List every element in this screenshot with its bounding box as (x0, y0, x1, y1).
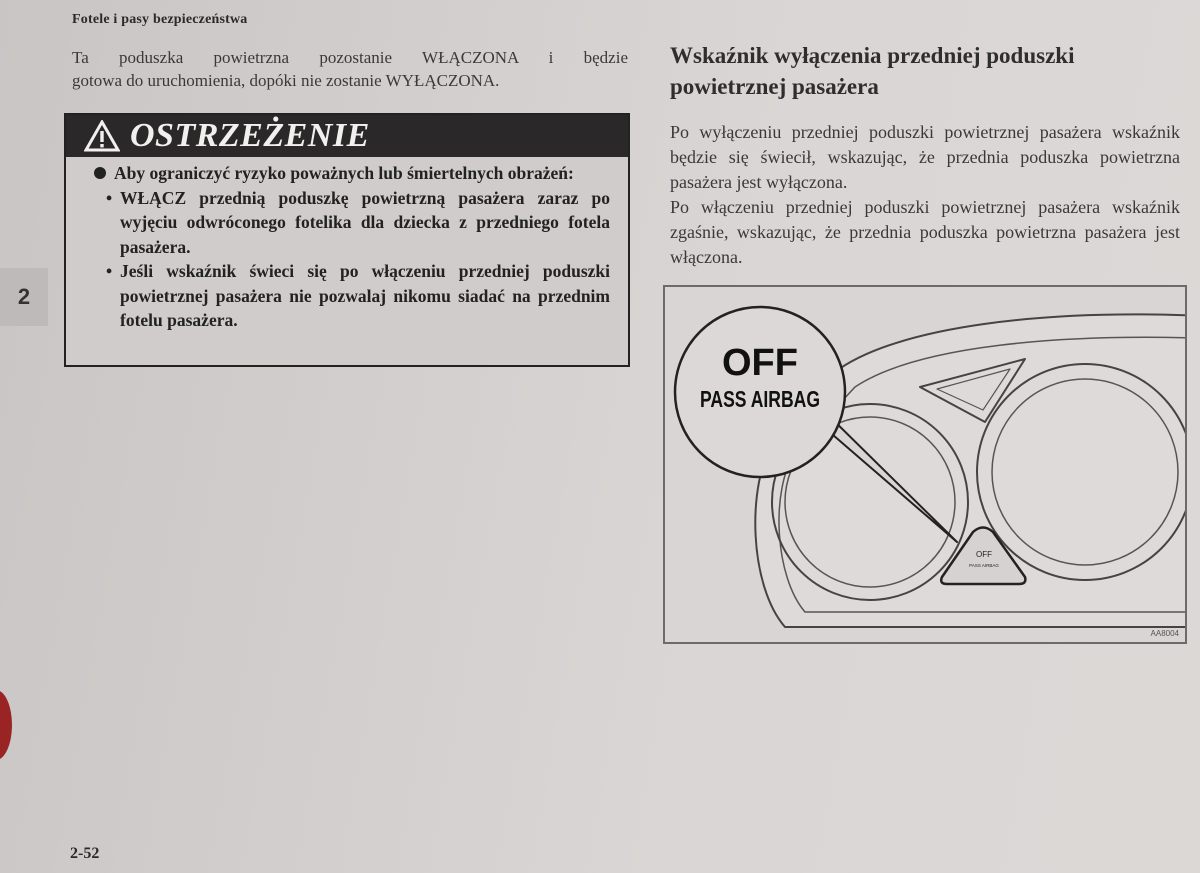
chapter-tab: 2 (0, 268, 48, 326)
warning-body (66, 157, 628, 333)
intro-line-2: gotowa do uruchomienia, dopóki nie zostanie WYŁĄCZONA. (72, 71, 500, 90)
figure-code: AA8004 (1150, 629, 1179, 638)
callout-pass-airbag-text: PASS AIRBAG (700, 386, 820, 412)
intro-paragraph (72, 46, 628, 92)
callout-off-text: OFF (722, 342, 798, 384)
section-title-line-1: Wskaźnik wyłączenia przedniej poduszki (670, 43, 1075, 68)
list-dot-icon: • (106, 187, 113, 208)
section-paragraph-2: Po włączeniu przedniej poduszki powietrznej pasażera wskaźnik zgaśnie, wskazując, że przednia poduszka powietrzna pasażera jest włączona. (670, 197, 1180, 267)
warning-item-text: Jeśli wskaźnik świeci się po włączeniu przedniej poduszki powietrznej pasażera nie pozwalaj nikomu siadać na przednim fotelu pasażera. (120, 261, 610, 330)
instrument-cluster-illustration (665, 287, 1185, 642)
warning-title-bar (66, 115, 628, 157)
warning-intro (94, 161, 610, 186)
red-object-edge (0, 690, 12, 760)
warning-item-text: WŁĄCZ przednią poduszkę powietrzną pasażera zaraz po wyjęciu odwróconego fotelika dla dziecka z przedniego fotela pasażera. (120, 187, 610, 257)
indicator-pass-airbag-text: PASS AIRBAG (969, 563, 999, 568)
section-title-line-2: powietrznej pasażera (670, 74, 879, 99)
warning-box (64, 113, 630, 367)
bullet-dot-icon (94, 167, 106, 179)
warning-list (94, 186, 610, 333)
intro-line-1: Ta poduszka powietrzna pozostanie WŁĄCZONA i będzie (72, 48, 628, 67)
page-number: 2-52 (70, 845, 100, 862)
warning-item (106, 259, 610, 333)
instrument-cluster-figure (663, 285, 1187, 644)
section-title (670, 40, 1170, 102)
warning-title: OSTRZEŻENIE (130, 117, 370, 154)
list-dot-icon: • (106, 261, 113, 281)
running-header: Fotele i pasy bezpieczeństwa (72, 12, 248, 27)
warning-intro-text: Aby ograniczyć ryzyko poważnych lub śmiertelnych obrażeń: (114, 163, 574, 183)
warning-triangle-icon (84, 120, 120, 152)
indicator-off-text: OFF (976, 550, 992, 559)
section-paragraph-1: Po wyłączeniu przedniej poduszki powietrznej pasażera wskaźnik będzie się świecił, wskazując, że przednia poduszka powietrzna pasażera jest wyłączona. (670, 122, 1180, 192)
warning-item (106, 186, 610, 260)
